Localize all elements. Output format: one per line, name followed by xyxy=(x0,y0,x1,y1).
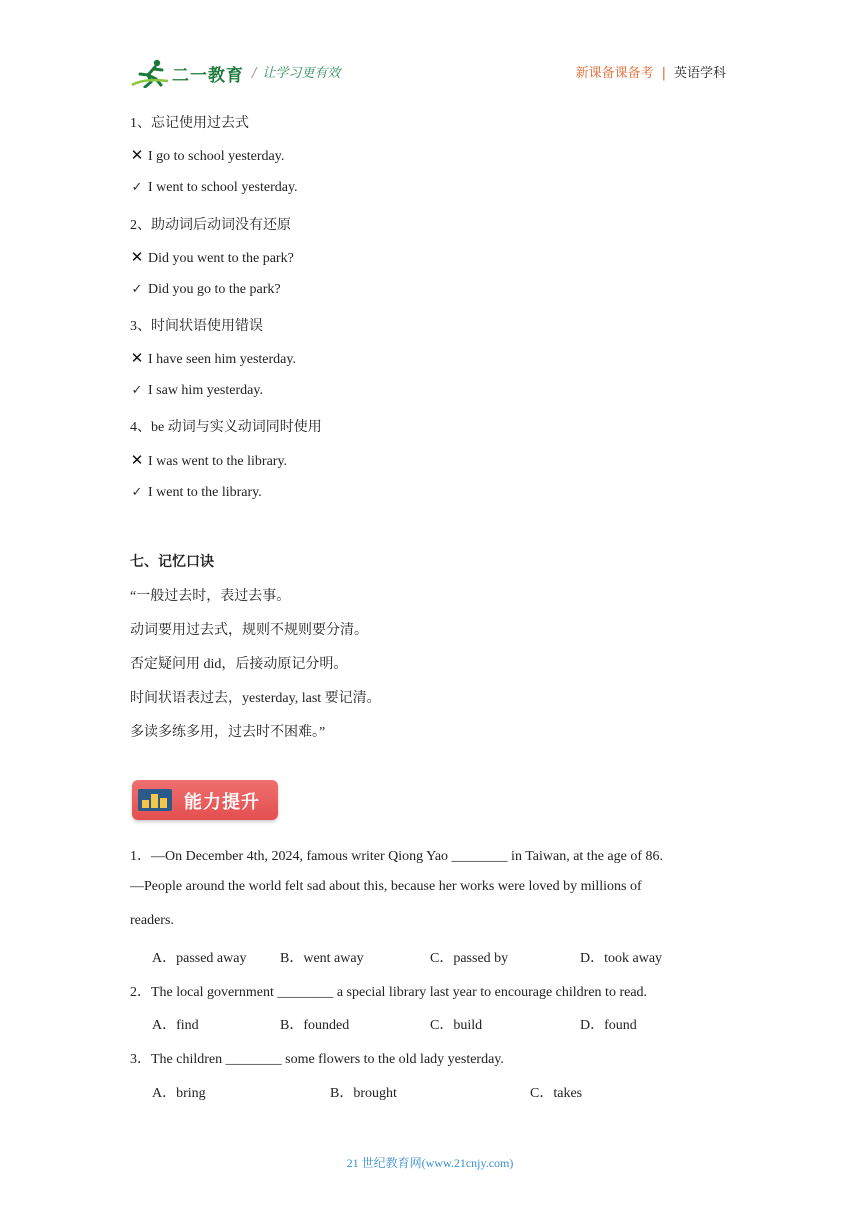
mnemonic-line: 否定疑问用 did，后接动原记分明。 xyxy=(130,657,348,672)
mnemonic-line: 多读多练多用，过去时不困难。” xyxy=(130,725,326,740)
right-sentence: I saw him yesterday. xyxy=(148,383,263,398)
check-icon: ✓ xyxy=(131,282,143,297)
cross-icon: ✕ xyxy=(130,248,144,266)
right-example xyxy=(130,383,263,399)
error-title: 2、助动词后动词没有还原 xyxy=(130,218,291,233)
logo-text: 二一教育 xyxy=(172,65,244,86)
question-line: 1．—On December 4th, 2024, famous writer Qiong Yao ________ in Taiwan, at the age of 86. xyxy=(130,849,663,864)
check-icon: ✓ xyxy=(131,485,143,500)
option-b: B．founded xyxy=(280,1018,350,1033)
question-line: 2．The local government ________ a special library last year to encourage children to read. xyxy=(130,985,648,1000)
right-example xyxy=(130,282,281,298)
right-sentence: I went to school yesterday. xyxy=(148,180,298,195)
cross-icon: ✕ xyxy=(130,146,144,164)
ability-badge xyxy=(132,780,278,820)
option-d: D．found xyxy=(580,1018,637,1033)
check-icon: ✓ xyxy=(131,383,143,398)
wrong-sentence: I was went to the library. xyxy=(148,454,288,469)
chart-icon xyxy=(138,789,172,811)
logo xyxy=(130,56,244,90)
wrong-example xyxy=(130,451,287,470)
section-heading: 七、记忆口诀 xyxy=(130,554,214,570)
right-example xyxy=(130,485,262,501)
wrong-example xyxy=(130,248,294,267)
slogan-text: 让学习更有效 xyxy=(262,66,341,81)
runner-logo-icon xyxy=(130,58,170,88)
option-b: B．brought xyxy=(330,1086,397,1101)
mnemonic-line: 动词要用过去式，规则不规则要分清。 xyxy=(130,623,368,638)
right-example xyxy=(130,180,298,196)
header-subject xyxy=(576,62,726,81)
option-d: D．took away xyxy=(580,951,663,966)
badge-label: 能力提升 xyxy=(184,792,260,813)
error-title: 1、忘记使用过去式 xyxy=(130,116,249,131)
option-a: A．find xyxy=(152,1018,199,1033)
header-subject-label: 英语学科 xyxy=(673,66,726,81)
wrong-example xyxy=(130,146,284,165)
wrong-sentence: I go to school yesterday. xyxy=(148,149,285,164)
wrong-example xyxy=(130,349,296,368)
question-line: —People around the world felt sad about this, because her works were loved by millions of xyxy=(130,879,642,894)
mnemonic-line: “一般过去时，表过去事。 xyxy=(130,589,291,604)
option-c: C．passed by xyxy=(430,951,509,966)
question-line: readers. xyxy=(130,913,174,928)
mnemonic-line: 时间状语表过去，yesterday, last 要记清。 xyxy=(130,691,381,706)
error-title: 3、时间状语使用错误 xyxy=(130,319,263,334)
cross-icon: ✕ xyxy=(130,349,144,367)
option-c: C．takes xyxy=(530,1086,583,1101)
wrong-sentence: I have seen him yesterday. xyxy=(148,352,296,367)
header-separator: | xyxy=(661,66,666,81)
option-a: A．passed away xyxy=(152,951,247,966)
question-line: 3．The children ________ some flowers to the old lady yesterday. xyxy=(130,1052,504,1067)
option-b: B．went away xyxy=(280,951,364,966)
slogan: / 让学习更有效 xyxy=(252,66,341,81)
check-icon: ✓ xyxy=(131,180,143,195)
option-c: C．build xyxy=(430,1018,483,1033)
cross-icon: ✕ xyxy=(130,451,144,469)
option-a: A．bring xyxy=(152,1086,206,1101)
page-header xyxy=(130,56,730,90)
header-course-label: 新课备课备考 xyxy=(575,66,654,81)
right-sentence: Did you go to the park? xyxy=(148,282,281,297)
error-title: 4、be 动词与实义动词同时使用 xyxy=(130,420,322,435)
footer-link[interactable]: 21 世纪教育网(www.21cnjy.com) xyxy=(346,1156,514,1170)
right-sentence: I went to the library. xyxy=(148,485,262,500)
wrong-sentence: Did you went to the park? xyxy=(148,251,294,266)
